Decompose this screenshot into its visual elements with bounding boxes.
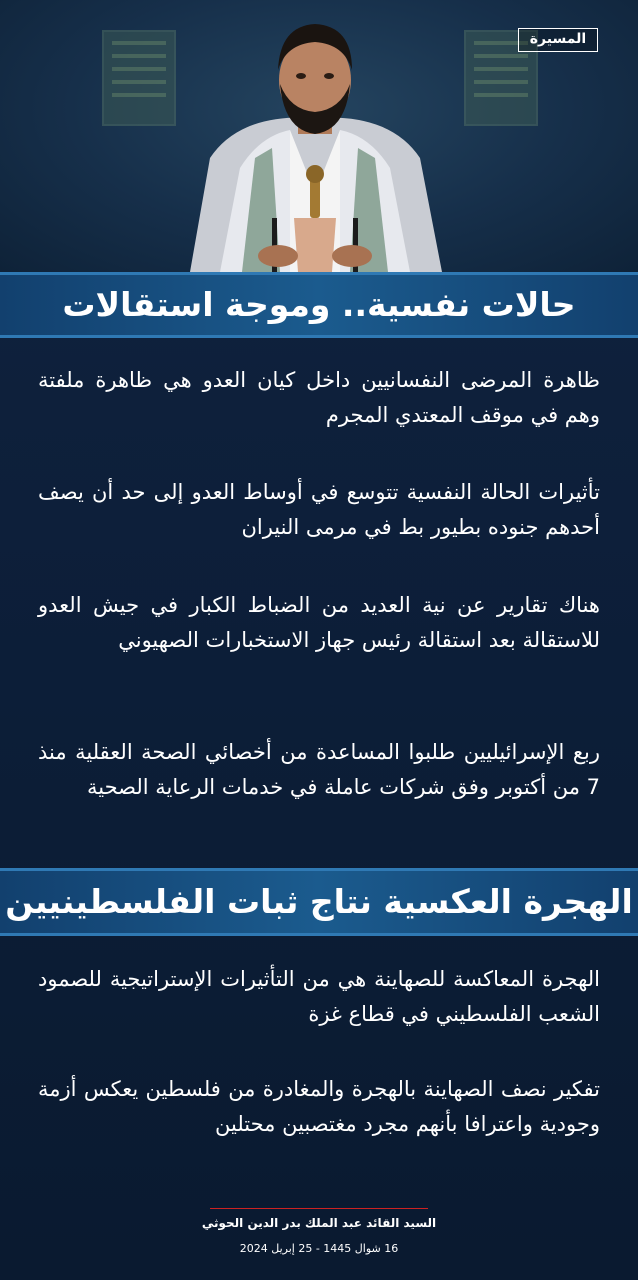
channel-logo: المسيرة — [518, 28, 598, 52]
speaker-portrait — [180, 18, 450, 272]
section2-paragraph-1: الهجرة المعاكسة للصهاينة هي من التأثيرات الإستراتيجية للصمود الشعب الفلسطيني في قطاع غزة — [38, 967, 600, 1026]
section1-title: حالات نفسية.. وموجة استقالات — [0, 272, 638, 338]
footer-divider — [210, 1208, 428, 1209]
section1-paragraph-3: هناك تقارير عن نية العديد من الضباط الكبار في جيش العدو للاستقالة بعد استقالة رئيس جهاز الاستخبارات الصهيوني — [38, 593, 600, 652]
hero-image — [0, 0, 638, 272]
section2-title: الهجرة العكسية نتاج ثبات الفلسطينيين — [0, 868, 638, 936]
speech-date: 16 شوال 1445 - 25 إبريل 2024 — [239, 1242, 399, 1255]
section1-paragraph-2: تأثيرات الحالة النفسية تتوسع في أوساط العدو إلى حد أن يصف أحدهم جنوده بطيور بط في مرمى النيران — [38, 480, 600, 539]
wall-frame-left — [102, 30, 176, 126]
section2-paragraph-2: تفكير نصف الصهاينة بالهجرة والمغادرة من فلسطين يعكس أزمة وجودية واعترافا بأنهم مجرد مغتصبين محتلين — [38, 1077, 600, 1136]
section1-paragraph-4: ربع الإسرائيليين طلبوا المساعدة من أخصائي الصحة العقلية منذ 7 من أكتوبر وفق شركات عاملة في خدمات الرعاية الصحية — [38, 740, 600, 799]
speaker-name: السيد القائد عبد الملك بدر الدين الحوثي — [201, 1216, 437, 1230]
section1-paragraph-1: ظاهرة المرضى النفسانيين داخل كيان العدو هي ظاهرة ملفتة وهم في موقف المعتدي المجرم — [38, 368, 600, 427]
